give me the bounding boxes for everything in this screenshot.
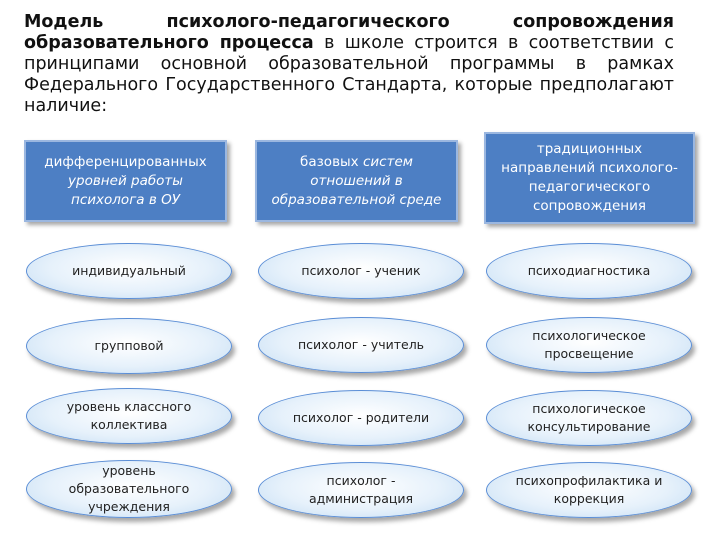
intro-line-4: Федерального Государственного Стандарта, которые предполагают	[24, 75, 674, 95]
oval-levels-1: индивидуальный	[26, 243, 232, 299]
intro-line-2: образовательного процесса в школе строится в соответствии с	[24, 33, 674, 53]
oval-directions-4: психопрофилактика и коррекция	[486, 462, 692, 518]
intro-line-5: наличие:	[24, 96, 108, 116]
oval-levels-4: уровень образовательного учреждения	[26, 460, 232, 518]
column-header-relations: базовых систем отношений в образовательной среде	[255, 140, 458, 222]
oval-directions-1: психодиагностика	[486, 243, 692, 299]
oval-relations-2: психолог - учитель	[258, 317, 464, 373]
column-header-levels: дифференцированных уровней работы психолога в ОУ	[24, 140, 227, 222]
oval-levels-2: групповой	[26, 318, 232, 374]
oval-relations-4: психолог - администрация	[258, 462, 464, 518]
intro-line-1: Модель психолого-педагогического сопровождения	[24, 12, 674, 32]
intro-paragraph	[24, 12, 674, 117]
oval-directions-2: психологическое просвещение	[486, 317, 692, 373]
oval-directions-3: психологическое консультирование	[486, 390, 692, 446]
oval-levels-3: уровень классного коллектива	[26, 388, 232, 444]
oval-relations-3: психолог - родители	[258, 390, 464, 446]
column-header-directions: традиционных направлений психолого-педагогического сопровождения	[484, 132, 695, 224]
oval-relations-1: психолог - ученик	[258, 243, 464, 299]
intro-line-3: принципами основной образовательной программы в рамках	[24, 54, 674, 74]
